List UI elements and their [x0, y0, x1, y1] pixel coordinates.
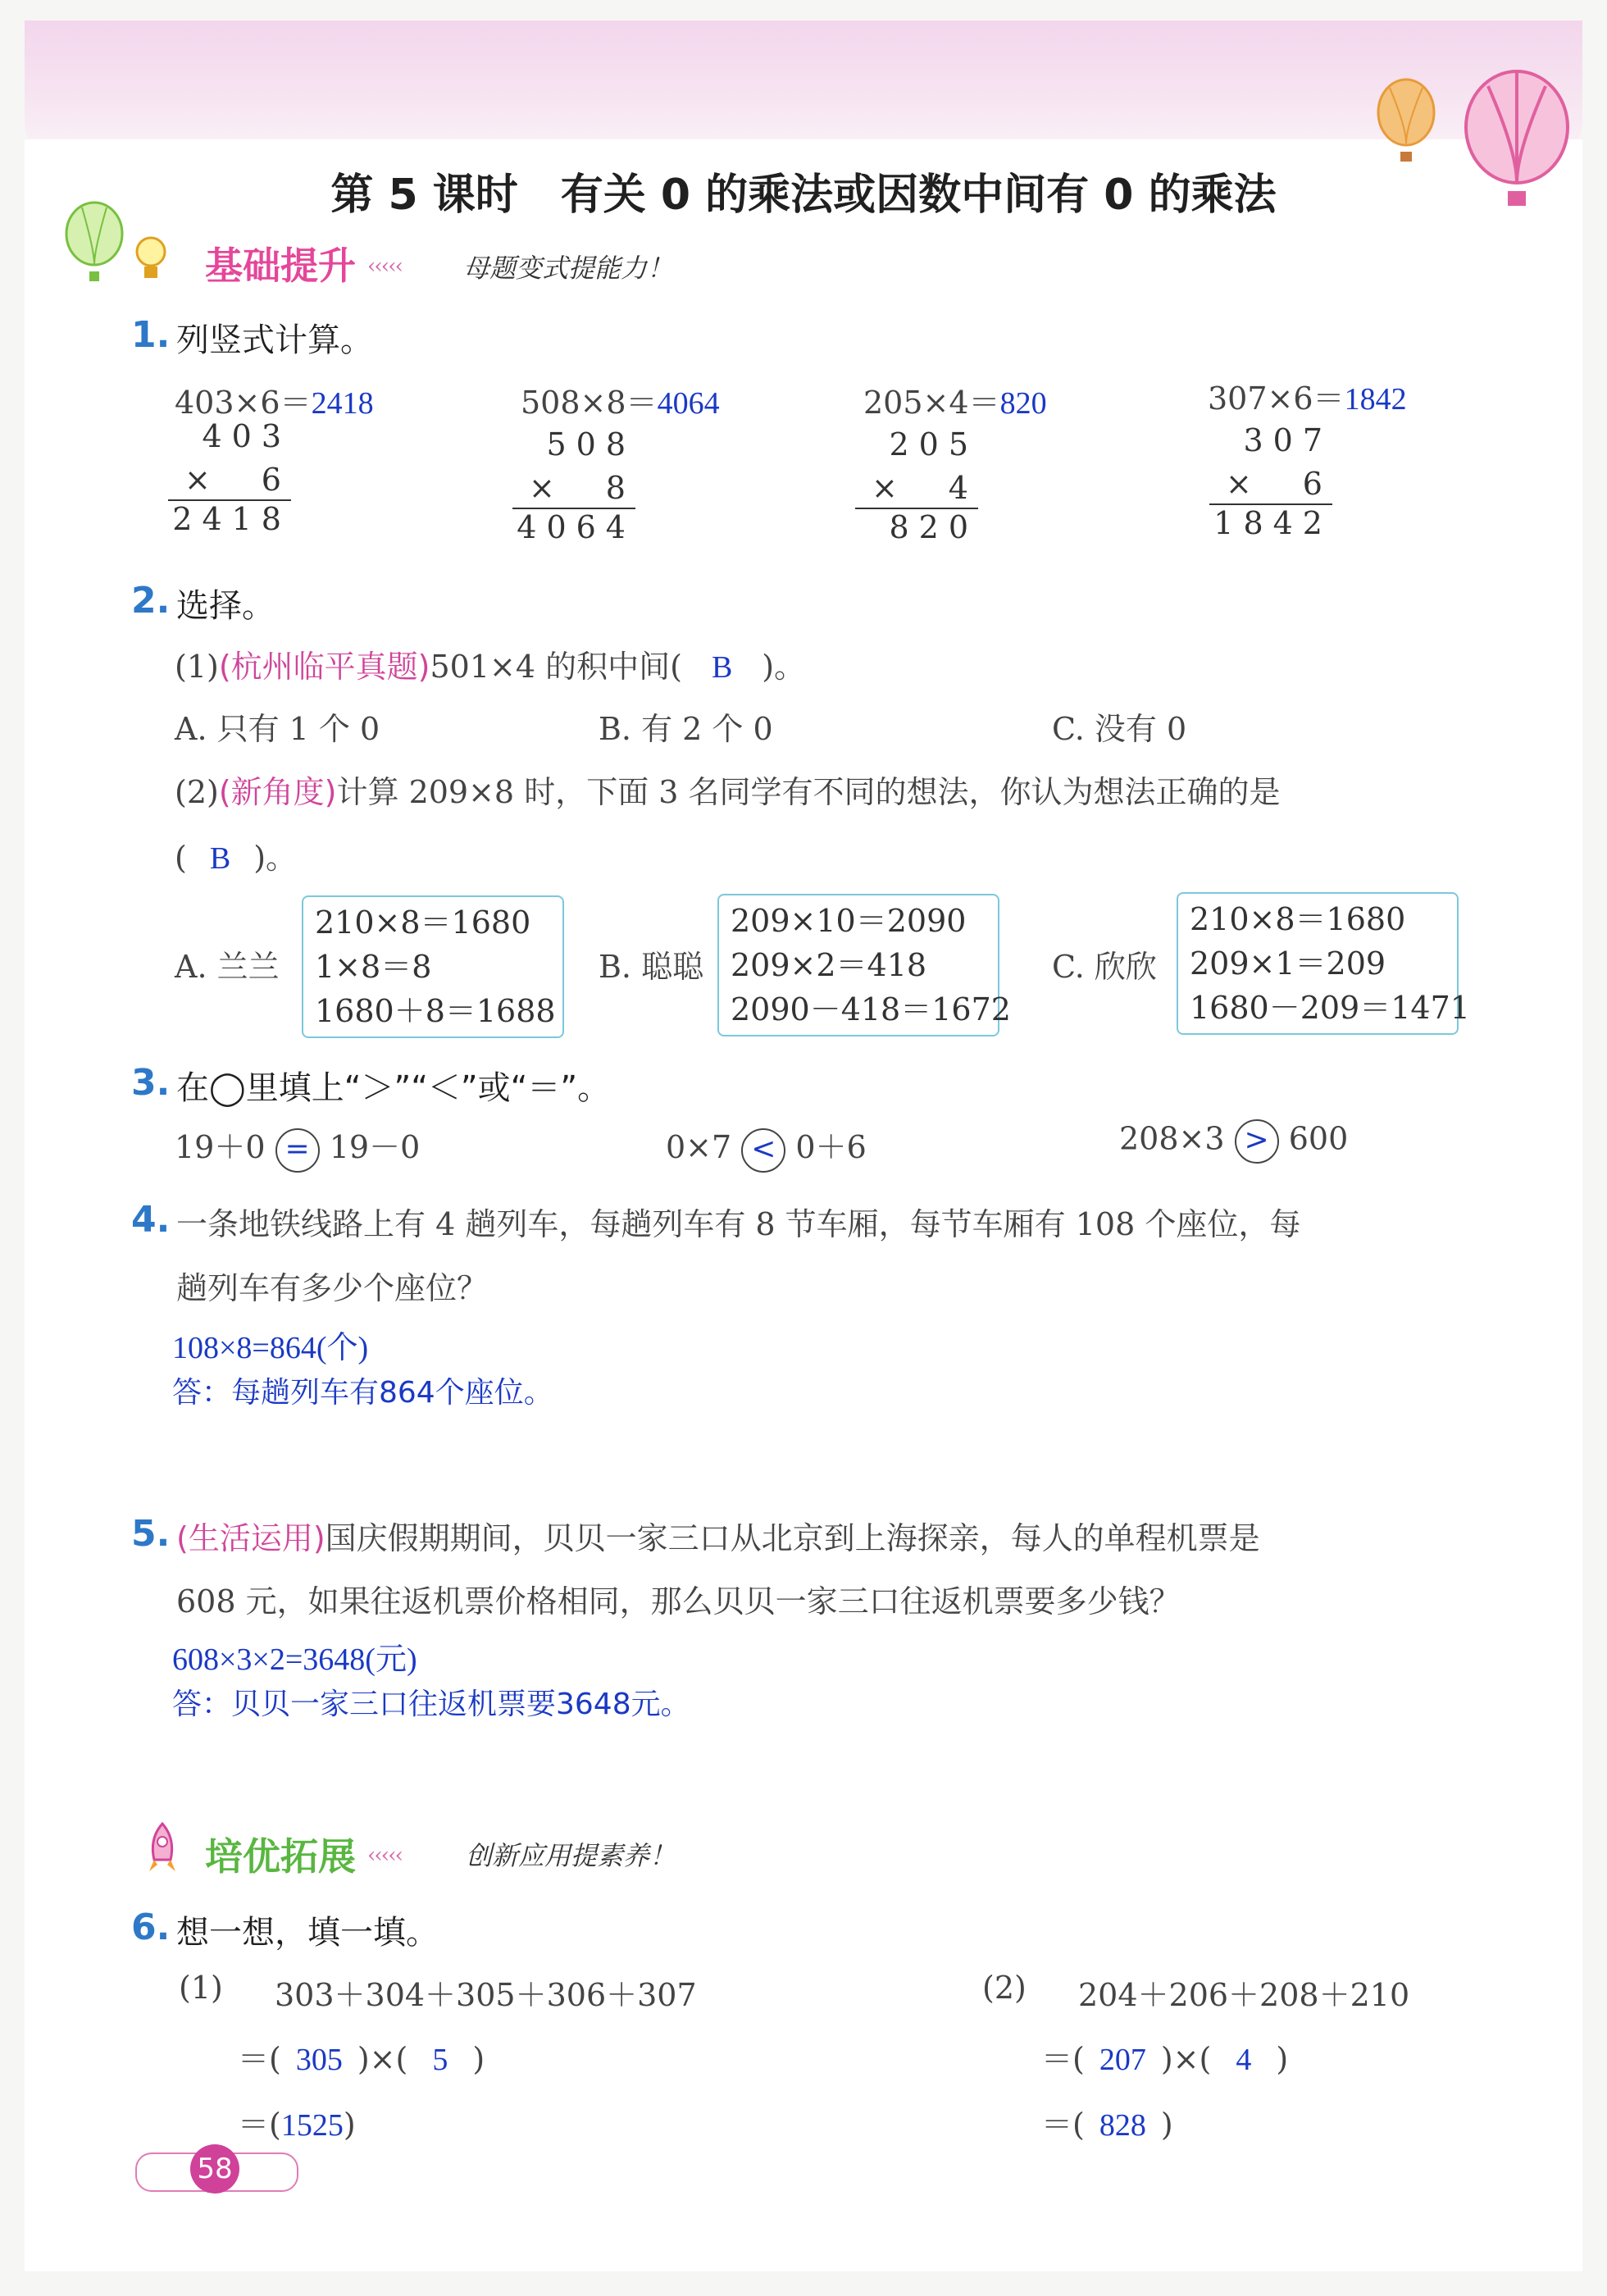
answer: 4	[1236, 2043, 1252, 2077]
question-number: 5.	[131, 1513, 171, 1555]
q1-expression-1: 403×6＝2418	[175, 385, 374, 421]
answer: 108×8=864(个)	[172, 1331, 369, 1365]
answer: 608×3×2=3648(元)	[172, 1642, 417, 1677]
section-label-advanced: 培优拓展	[205, 1834, 356, 1879]
answer: 1525	[280, 2108, 344, 2143]
answer: 820	[889, 509, 978, 545]
section-subtitle-advanced: 创新应用提素养！	[466, 1840, 676, 1871]
source-tag: (新角度)	[218, 774, 337, 810]
q6-part1-line3: ＝(1525)	[238, 2107, 356, 2143]
option-c-label: C. 欣欣	[1052, 949, 1157, 985]
option-c: C. 没有 0	[1052, 711, 1187, 747]
option-a-label: A. 兰兰	[175, 949, 280, 985]
question-text: 列竖式计算。	[176, 321, 373, 359]
source-tag: (生活运用)	[176, 1520, 325, 1556]
answer: 答：每趟列车有864个座位。	[172, 1376, 553, 1410]
option-b: B. 有 2 个 0	[599, 711, 773, 747]
q6-part2-label: (2)	[982, 1970, 1027, 2006]
chevrons-icon: ‹‹‹‹‹	[367, 254, 402, 279]
chevrons-icon: ‹‹‹‹‹	[367, 1843, 402, 1868]
answer: 4064	[517, 509, 635, 545]
compare-circle: <	[741, 1128, 785, 1173]
q6-part2-line3: ＝( 828 )	[1041, 2107, 1173, 2143]
option-a-box: 210×8＝1680 1×8＝8 1680＋8＝1688	[302, 895, 564, 1038]
answer: 207	[1099, 2043, 1146, 2077]
q6-part1-label: (1)	[179, 1970, 223, 2006]
source-tag: (杭州临平真题)	[218, 649, 430, 685]
hot-air-balloon-icon	[1369, 78, 1443, 168]
question-text: 想一想，填一填。	[176, 1914, 439, 1952]
answer: 1842	[1344, 382, 1407, 417]
q2-part2: (2)(新角度)计算 209×8 时，下面 3 名同学有不同的想法，你认为想法正确的是	[175, 774, 1281, 810]
option-c-box: 210×8＝1680 209×1＝209 1680－209＝1471	[1177, 892, 1459, 1035]
vertical-calc-4: 307 × 6 1842	[1209, 422, 1332, 541]
answer: 828	[1099, 2108, 1146, 2143]
q1-expression-4: 307×6＝1842	[1208, 380, 1407, 417]
q1-expression-3: 205×4＝820	[863, 385, 1047, 421]
answer: B	[209, 841, 231, 876]
q1-expression-2: 508×8＝4064	[521, 385, 720, 421]
page-title: 第 5 课时 有关 0 的乘法或因数中间有 0 的乘法	[330, 171, 1277, 220]
vertical-calc-1: 403 × 6 2418	[168, 418, 291, 537]
vertical-calc-3: 205 × 4 820	[855, 426, 978, 545]
question-number: 1.	[131, 314, 171, 356]
q2-part2-answer: ( B )。	[175, 840, 298, 876]
q6-part2-line2: ＝( 207 )×( 4 )	[1041, 2041, 1289, 2077]
header-banner	[25, 20, 1582, 156]
compare-item-1: 19＋0 = 19－0	[175, 1122, 420, 1173]
answer: 305	[295, 2043, 343, 2077]
question-number: 2.	[131, 580, 171, 622]
answer: 答：贝贝一家三口往返机票要3648元。	[172, 1688, 690, 1721]
answer: 820	[999, 386, 1047, 421]
q6-part2-expression: 204＋206＋208＋210	[1078, 1977, 1410, 2013]
question-text: (生活运用)国庆假期期间，贝贝一家三口从北京到上海探亲，每人的单程机票是	[176, 1520, 1260, 1556]
answer: 1842	[1213, 505, 1332, 541]
question-text: 在◯里填上“＞”“＜”或“＝”。	[176, 1069, 611, 1107]
question-number: 6.	[131, 1906, 171, 1948]
q2-part1: (1)(杭州临平真题)501×4 的积中间( B )。	[175, 649, 806, 685]
q6-part1-line2: ＝( 305 )×( 5 )	[238, 2041, 485, 2077]
q6-part1-expression: 303＋304＋305＋306＋307	[275, 1977, 697, 2013]
section-label-basic: 基础提升	[205, 244, 356, 288]
question-text: 趟列车有多少个座位？	[176, 1270, 489, 1306]
option-b-box: 209×10＝2090 209×2＝418 2090－418＝1672	[717, 894, 999, 1036]
option-a: A. 只有 1 个 0	[175, 711, 380, 747]
compare-circle: =	[275, 1128, 320, 1173]
option-b-label: B. 聪聪	[599, 949, 704, 985]
rocket-icon	[146, 1822, 179, 1876]
section-subtitle-basic: 母题变式提能力！	[463, 253, 674, 284]
page-number: 58	[190, 2144, 239, 2194]
answer: 5	[432, 2043, 448, 2077]
answer: 2418	[172, 501, 291, 537]
question-text: 选择。	[176, 587, 275, 625]
vertical-calc-2: 508 × 8 4064	[512, 426, 635, 545]
question-number: 4.	[131, 1199, 171, 1241]
compare-item-2: 0×7 < 0＋6	[666, 1122, 867, 1173]
compare-circle: >	[1235, 1119, 1279, 1164]
answer: B	[711, 650, 733, 685]
lightbulb-icon	[133, 234, 169, 283]
question-text: 一条地铁线路上有 4 趟列车，每趟列车有 8 节车厢，每节车厢有 108 个座位，每	[176, 1206, 1301, 1242]
answer: 4064	[657, 386, 720, 421]
answer: 2418	[311, 386, 374, 421]
question-number: 3.	[131, 1062, 171, 1104]
question-text: 608 元，如果往返机票价格相同，那么贝贝一家三口往返机票要多少钱？	[176, 1583, 1181, 1620]
compare-item-3: 208×3 > 600	[1119, 1119, 1348, 1164]
